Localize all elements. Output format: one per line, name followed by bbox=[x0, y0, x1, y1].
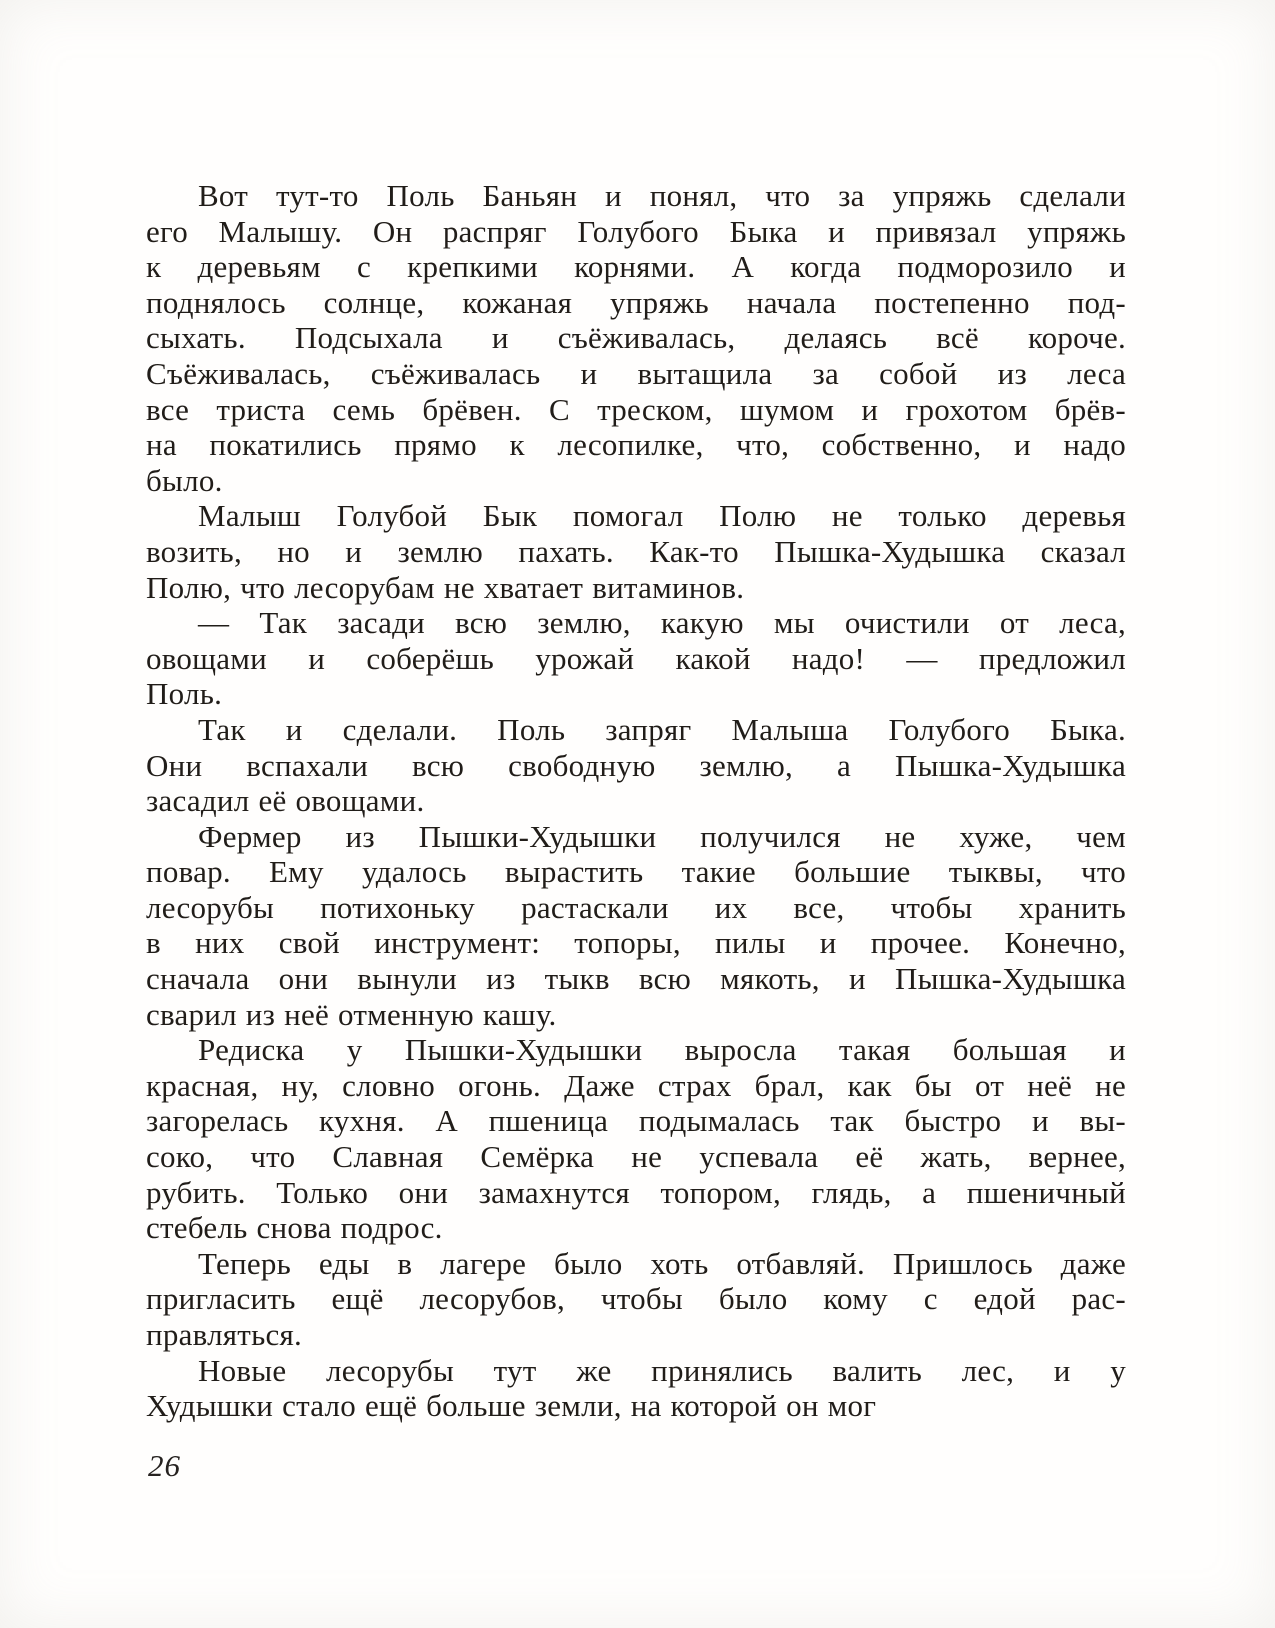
paragraph bbox=[146, 498, 1126, 605]
text-line: Они вспахали всю свободную землю, а Пышка-Худышка bbox=[146, 747, 1126, 783]
text-line: все триста семь брёвен. С треском, шумом и грохотом брёв- bbox=[146, 391, 1126, 427]
text-line: возить, но и землю пахать. Как-то Пышка-Худышка сказал bbox=[146, 533, 1126, 569]
text-line: правляться. bbox=[146, 1317, 303, 1352]
text-line: поднялось солнце, кожаная упряжь начала постепенно под- bbox=[146, 284, 1126, 320]
text-line: сварил из неё отменную кашу. bbox=[146, 996, 557, 1032]
text-line: Вот тут-то Поль Баньян и понял, что за упряжь сделали bbox=[198, 178, 1126, 213]
text-line: Фермер из Пышки-Худышки получился не хуже, чем bbox=[198, 818, 1126, 854]
text-line: его Малышу. Он распряг Голубого Быка и привязал упряжь bbox=[146, 213, 1126, 249]
text-line: Малыш Голубой Бык помогал Полю не только деревья bbox=[198, 498, 1126, 534]
text-line: Редиска у Пышки-Худышки выросла такая большая и bbox=[198, 1032, 1126, 1068]
text-line: красная, ну, словно огонь. Даже страх брал, как бы от неё не bbox=[146, 1067, 1126, 1103]
text-line: загорелась кухня. А пшеница подымалась так быстро и вы- bbox=[146, 1103, 1126, 1139]
text-line: в них свой инструмент: топоры, пилы и прочее. Конечно, bbox=[146, 925, 1126, 961]
text-line: лесорубы потихоньку растаскали их все, чтобы хранить bbox=[146, 889, 1126, 925]
text-line: соко, что Славная Семёрка не успевала её жать, вернее, bbox=[146, 1139, 1126, 1175]
text-line: на покатились прямо к лесопилке, что, собственно, и надо bbox=[146, 427, 1126, 463]
text-line: сначала они вынули из тыкв всю мякоть, и Пышка-Худышка bbox=[146, 961, 1126, 997]
page-number: 26 bbox=[148, 1448, 181, 1483]
text-line: Съёживалась, съёживалась и вытащила за собой из леса bbox=[146, 355, 1126, 391]
paragraph bbox=[146, 1353, 1126, 1424]
paragraph bbox=[146, 819, 1126, 1033]
text-line: Новые лесорубы тут же принялись валить лес, и у bbox=[198, 1352, 1126, 1388]
text-line: Теперь еды в лагере было хоть отбавляй. Пришлось даже bbox=[198, 1245, 1126, 1281]
text-line: Так и сделали. Поль запряг Малыша Голубого Быка. bbox=[198, 711, 1126, 747]
text-line: пригласить ещё лесорубов, чтобы было кому с едой рас- bbox=[146, 1281, 1126, 1317]
paragraph bbox=[146, 1246, 1126, 1353]
text-line: повар. Ему удалось вырастить такие большие тыквы, что bbox=[146, 854, 1126, 890]
text-line: сыхать. Подсыхала и съёживалась, делаясь всё короче. bbox=[146, 320, 1126, 356]
text-line: засадил её овощами. bbox=[146, 783, 425, 819]
text-line: — Так засади всю землю, какую мы очистили от леса, bbox=[198, 605, 1126, 641]
text-line: к деревьям с крепкими корнями. А когда подморозило и bbox=[146, 249, 1126, 285]
text-line: было. bbox=[146, 462, 223, 498]
text-line: Худышки стало ещё больше земли, на которой он мог bbox=[146, 1388, 877, 1424]
text-line: Поль. bbox=[146, 676, 223, 712]
dialogue-paragraph bbox=[146, 605, 1126, 712]
text-block bbox=[146, 178, 1126, 1424]
text-line: овощами и соберёшь урожай какой надо! — предложил bbox=[146, 640, 1126, 676]
text-line: стебель снова подрос. bbox=[146, 1210, 443, 1246]
paragraph bbox=[146, 712, 1126, 819]
paragraph bbox=[146, 1032, 1126, 1246]
text-line: рубить. Только они замахнутся топором, глядь, а пшеничный bbox=[146, 1174, 1126, 1210]
paragraph bbox=[146, 178, 1126, 498]
text-line: Полю, что лесорубам не хватает витаминов. bbox=[146, 569, 745, 605]
